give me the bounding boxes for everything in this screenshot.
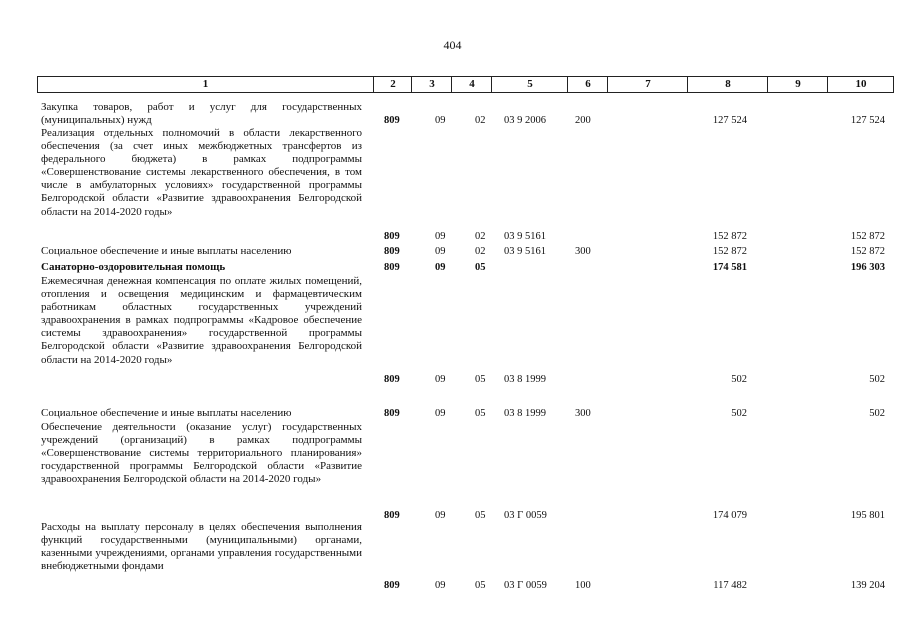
row-description: Ежемесячная денежная компенсация по оплате жилых помещений, отопления и освещения медицинским и фармацевтическим работникам областных государственных учреждений здравоохранения в рамках подпрограммы «Кадровое обеспечение системы здравоохранения» государственной программы Белгородской области «Развитие здравоохранения Белгородской области на 2014-2020 годы»	[41, 275, 362, 366]
header-col-7: 7	[607, 77, 688, 92]
table-header	[37, 76, 894, 93]
col-8-value: 174 581	[712, 262, 747, 273]
col-4-value: 05	[475, 262, 486, 273]
col-10-value: 127 524	[850, 115, 885, 126]
col-3-value: 09	[435, 262, 446, 273]
col-10-value: 196 303	[850, 262, 885, 273]
col-5-value: 03 Г 0059	[504, 510, 547, 521]
col-4-value: 05	[475, 408, 486, 419]
header-col-1: 1	[202, 78, 209, 90]
col-2-value: 809	[384, 408, 400, 419]
header-col-10: 10	[827, 77, 894, 92]
col-5-value: 03 9 2006	[504, 115, 546, 126]
header-col-9: 9	[767, 77, 828, 92]
header-col-2: 2	[373, 77, 412, 92]
col-4-value: 05	[475, 374, 486, 385]
page-number: 404	[443, 38, 462, 52]
row-description: Социальное обеспечение и иные выплаты населению	[41, 245, 292, 257]
col-3-value: 09	[435, 115, 446, 126]
col-10-value: 139 204	[850, 580, 885, 591]
col-10-value: 502	[869, 408, 885, 419]
col-8-value: 127 524	[712, 115, 747, 126]
header-col-5: 5	[491, 77, 568, 92]
row-description: Реализация отдельных полномочий в области лекарственного обеспечения (за счет иных межбюджетных трансфертов из федерального бюджета) в рамках подпрограммы «Совершенствование системы лекарственного обеспечения, в том числе в амбулаторных условиях» государственной программы Белгородской области «Развитие здравоохранения Белгородской области на 2014-2020 годы»	[41, 127, 362, 218]
col-10-value: 152 872	[850, 231, 885, 242]
col-3-value: 09	[435, 408, 446, 419]
col-2-value: 809	[384, 246, 400, 257]
header-col-4: 4	[451, 77, 492, 92]
col-6-value: 300	[575, 408, 591, 419]
col-2-value: 809	[384, 510, 400, 521]
col-2-value: 809	[384, 262, 400, 273]
col-8-value: 502	[731, 374, 747, 385]
col-3-value: 09	[435, 231, 446, 242]
col-6-value: 200	[575, 115, 591, 126]
col-5-value: 03 8 1999	[504, 408, 546, 419]
col-8-value: 174 079	[712, 510, 747, 521]
col-5-value: 03 9 5161	[504, 246, 546, 257]
header-col-8: 8	[687, 77, 768, 92]
col-5-value: 03 Г 0059	[504, 580, 547, 591]
col-2-value: 809	[384, 374, 400, 385]
col-2-value: 809	[384, 580, 400, 591]
col-4-value: 05	[475, 510, 486, 521]
col-3-value: 09	[435, 374, 446, 385]
col-8-value: 152 872	[712, 231, 747, 242]
header-col-6: 6	[567, 77, 608, 92]
section-title: Санаторно-оздоровительная помощь	[41, 261, 226, 273]
col-4-value: 02	[475, 246, 486, 257]
col-3-value: 09	[435, 580, 446, 591]
header-col-3: 3	[411, 77, 452, 92]
col-2-value: 809	[384, 231, 400, 242]
col-10-value: 195 801	[850, 510, 885, 521]
col-10-value: 152 872	[850, 246, 885, 257]
col-6-value: 300	[575, 246, 591, 257]
col-5-value: 03 9 5161	[504, 231, 546, 242]
col-8-value: 117 482	[713, 580, 747, 591]
col-4-value: 05	[475, 580, 486, 591]
col-4-value: 02	[475, 115, 486, 126]
col-6-value: 100	[575, 580, 591, 591]
col-10-value: 502	[869, 374, 885, 385]
col-8-value: 502	[731, 408, 747, 419]
col-4-value: 02	[475, 231, 486, 242]
row-description: Обеспечение деятельности (оказание услуг) государственных учреждений (организаций) в рамках подпрограммы «Совершенствование системы территориального планирования» государственной программы Белгородской области «Развитие здравоохранения Белгородской области на 2014-2020 годы»	[41, 421, 362, 486]
col-8-value: 152 872	[712, 246, 747, 257]
row-description: Расходы на выплату персоналу в целях обеспечения выполнения функций государственными (муниципальными) органами, казенными учреждениями, органами управления государственными внебюджетными фондами	[41, 521, 362, 573]
col-3-value: 09	[435, 510, 446, 521]
row-description: Социальное обеспечение и иные выплаты населению	[41, 407, 292, 419]
col-5-value: 03 8 1999	[504, 374, 546, 385]
col-3-value: 09	[435, 246, 446, 257]
col-2-value: 809	[384, 115, 400, 126]
row-description: Закупка товаров, работ и услуг для государственных (муниципальных) нужд	[41, 101, 362, 127]
